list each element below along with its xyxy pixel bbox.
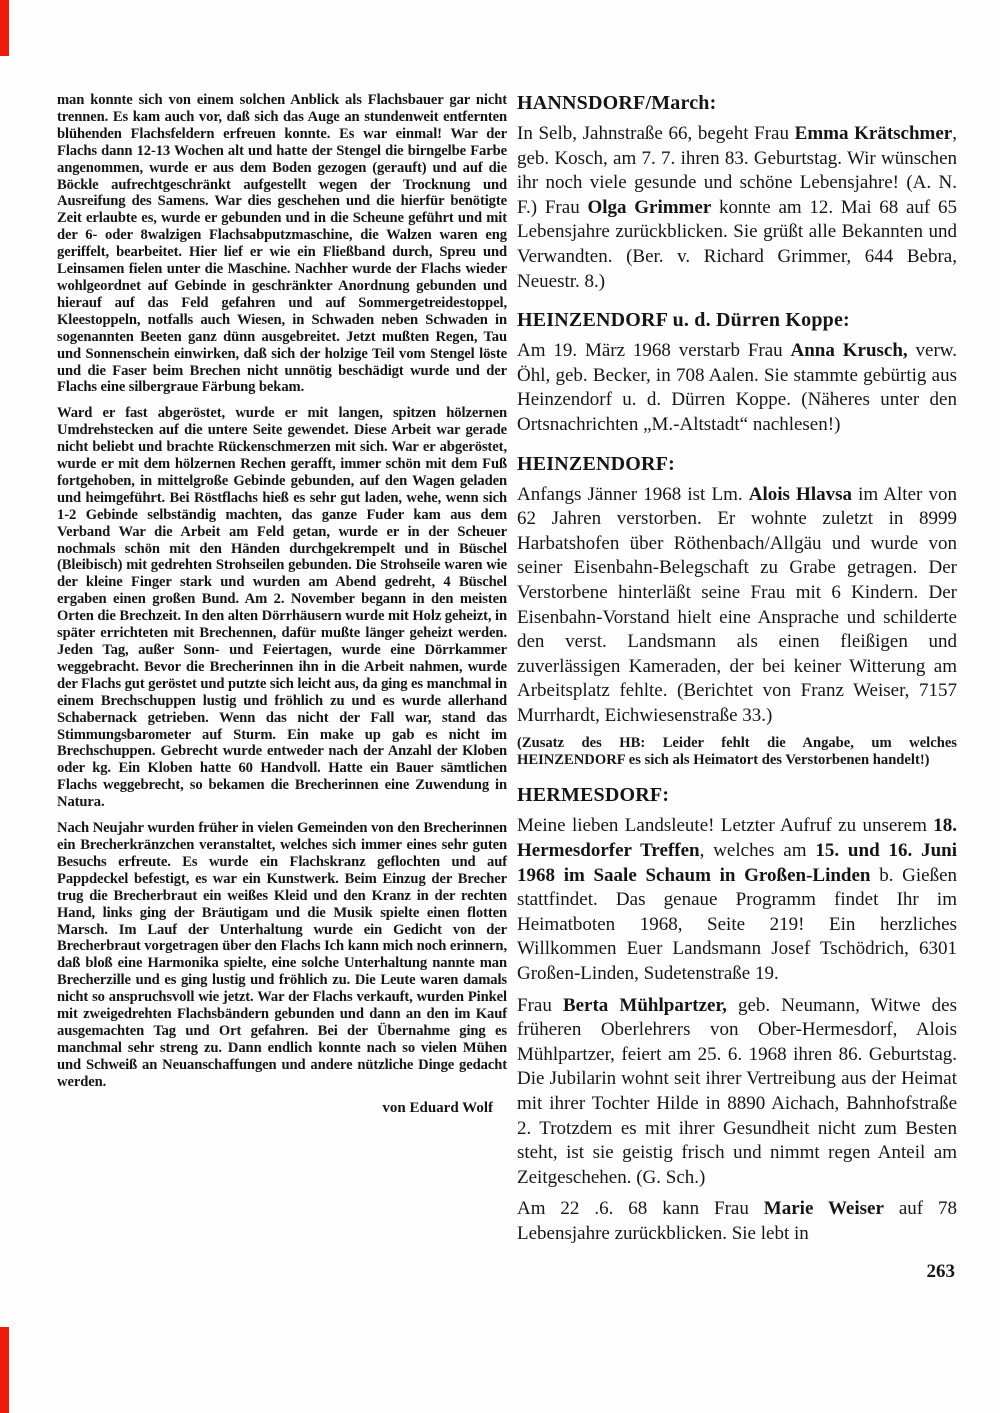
text-run: In Selb, Jahnstraße 66, begeht Frau xyxy=(517,123,795,144)
paragraph xyxy=(517,339,957,437)
paragraph: Ward er fast abgeröstet, wurde er mit langen, spitzen hölzernen Umdrehstecken auf die untere Seite gewendet. Diese Arbeit war gerade nicht beliebt und brachte Rückenschmerzen mit sich. War er abgeröstet, wurde er mit dem hölzernen Rechen gerafft, immer schön mit dem Fuß fortgehoben, in mittelgroße Gebinde gebunden, auf den Wagen geladen und heimgeführt. Bei Röstflachs hieß es sehr gut laden, wehe, wenn sich 1-2 Gebinde selbständig machten, das ganze Fuder kam aus dem Verband War die Arbeit am Feld getan, wurde er in der Scheuer nochmals schön mit den Händen durchgekrempelt und in Büschel (Bleibisch) mit gedrehten Strohseilen gebunden. Die Strohseile waren wie der kleine Finger stark und wurden am Abend gedreht, 4 Büschel ergaben einen großen Bund. Am 2. November begann in den meisten Orten die Brechzeit. In den alten Dörrhäusern wurde mit Holz geheizt, in später errichteten mit Brechennen, dafür mußte länger geheizt werden. Jeden Tag, außer Sonn- und Feiertagen, wurde eine Dörrkammer weggebracht. Bevor die Brecherinnen ihn in die Arbeit nahmen, wurde der Flachs gut geröstet und putzte sich leicht aus, da ging es manchmal in einem Brechschuppen lustig und fröhlich zu und es wurde allerhand Schabernack getrieben. Wenn das nicht der Fall war, stand das Stimmungsbarometer auf Sturm. Ein make up gab es nicht im Brechschuppen. Gebrecht wurde entweder nach der Anzahl der Kloben oder kg. Ein Kloben hatte 60 Handvoll. Hatte ein Bauer sämtlichen Flachs weggebrecht, so bekamen die Brecherinnen eine Zuwendung in Natura. xyxy=(57,405,507,811)
red-scan-mark-top xyxy=(0,0,9,56)
right-column-content xyxy=(517,92,957,1247)
emphasized-name: Anna Krusch, xyxy=(790,340,908,362)
emphasized-name: Berta Mühlpartzer, xyxy=(562,994,727,1016)
text-run: Anfangs Jänner 1968 ist Lm. xyxy=(517,483,749,505)
text-run: (Zusatz des HB: Leider fehlt die Angabe, um welches HEINZENDORF es sich als Heimatort des Verstorbenen handelt!) xyxy=(517,735,957,769)
text-run: b. Gießen stattfindet. Das genaue Programm findet Ihr im Heimatboten 1968, Seite 219! Ein herzliches Willkommen Euer Landsmann Josef Tschödrich, 6301 Großen-Linden, Sudetenstraße 19. xyxy=(517,864,957,985)
text-run: , welches am xyxy=(699,840,816,862)
section-heading: HERMESDORF: xyxy=(517,784,670,807)
article-byline: von Eduard Wolf xyxy=(382,1099,493,1116)
emphasized-name: 18. Hermesdorfer Treffen xyxy=(517,815,957,862)
text-run: , geb. Kosch, am 7. 7. ihren 83. Geburtstag. Wir wünschen ihr noch viele gesunde und schöne Lebensjahre! (A. N. F.) Frau xyxy=(517,123,957,218)
text-run: auf 78 Lebensjahre zurückblicken. Sie lebt in xyxy=(517,1198,957,1244)
text-run: Frau xyxy=(517,994,563,1016)
left-column-text xyxy=(57,92,507,1091)
text-run: Am 19. März 1968 verstarb Frau xyxy=(517,340,791,362)
paragraph xyxy=(517,122,957,294)
paragraph xyxy=(517,1197,957,1246)
emphasized-name: 15. und 16. Juni 1968 im Saale Schaum in Großen-Linden xyxy=(517,840,957,886)
left-column xyxy=(57,92,507,1117)
text-run: im Alter von 62 Jahren verstorben. Er wohnte zuletzt in 8999 Harbatshofen über Röthenbach/Allgäu und wurde von seiner Eisenbahn-Belegschaft zu Grabe getragen. Der Verstorbene hinterläßt seine Frau mit 6 Kindern. Der Eisenbahn-Vorstand hielt eine Ansprache und schilderte den verst. Landsmann als einen fleißigen und zuverlässigen Kameraden, der bei keiner Witterung am Arbeitsplatz fehlte. (Berichtet von Franz Weiser, 7157 Murrhardt, Eichwiesenstraße 33.) xyxy=(517,483,957,726)
paragraph xyxy=(517,483,957,729)
page-number: 263 xyxy=(926,1260,955,1282)
paragraph xyxy=(517,814,957,986)
red-scan-mark-bottom xyxy=(0,1327,9,1413)
section-heading: HEINZENDORF u. d. Dürren Koppe: xyxy=(517,309,850,332)
right-column xyxy=(517,92,957,1283)
emphasized-name: Emma Krätschmer xyxy=(794,123,953,144)
paragraph: man konnte sich von einem solchen Anblick als Flachsbauer gar nicht trennen. Es kam auch vor, daß sich das Auge an stundenweit entfernten blühenden Flachsfeldern erfreuen konnte. Es war einmal! War der Flachs dann 12-13 Wochen alt und hatte der Stengel die birngelbe Farbe angenommen, wurde er aus dem Boden gezogen (gerauft) und auf die Böckle aufrechtgeschränkt aufgestellt wegen der Trocknung und Ausreifung des Samens. War dies geschehen und die hierfür benötigte Zeit erlaubte es, wurde er gebunden und in die Scheune geführt und mit der 6- oder 8walzigen Flachsabputzmaschine, die Walzen waren eng geriffelt, bearbeitet. Hier lief er wie ein Fließband durch, Spreu und Leinsamen fielen unter die Maschine. Nachher wurde der Flachs wieder wohlgeordnet auf Gebinde in geschränkter Anordnung gebunden und hierauf auf das Feld gefahren und auf Sommergetreidestoppel, Kleestoppeln, notfalls auch Wiesen, in Schwaden neben Schwaden in sogenannten Beeten ganz dünn ausgebreitet. Jetzt mußten Regen, Tau und Sonnenschein einwirken, daß sich der holzige Teil vom Stengel löste und die Faser beim Brechen nicht unnötig beschädigt wurde und der Flachs eine silbergraue Färbung bekam. xyxy=(57,92,507,396)
section-heading: HEINZENDORF: xyxy=(517,452,675,475)
text-run: verw. Öhl, geb. Becker, in 708 Aalen. Sie stammte gebürtig aus Heinzendorf u. d. Dürren Koppe. (Näheres unter den Ortsnachrichten „M.-Altstadt“ nachlesen!) xyxy=(517,340,958,435)
paragraph: Nach Neujahr wurden früher in vielen Gemeinden von den Brecherinnen ein Brecherkränzchen veranstaltet, welches sich immer eines sehr guten Besuchs erfreute. Es wurde ein Flachskranz geflochten und auf Pappdeckel befestigt, es war ein Kunstwerk. Beim Einzug der Brecher trug die Brecherbraut ein weißes Kleid und den Kranz in der rechten Hand, links ging der Bräutigam und die Musik spielte einen flotten Marsch. Im Lauf der Unterhaltung wurde ein Gedicht von der Brecherbraut vorgetragen über den Flachs Ich kann mich noch erinnern, daß bloß eine Harmonika spielte, eine solche Unterhaltung nannte man Brecherzille und es ging lustig und fröhlich zu. Die Leute waren damals nicht so anspruchsvoll wie jetzt. War der Flachs verkauft, wurden Pinkel mit zweigedrehten Flachsbändern gebunden und dann an den im Kauf ausgemachten Tag und Ort gefahren. Bei der Übernahme ging es manchmal sehr streng zu. Dann endlich konnte nach so vielen Mühen und Schweiß an Neuanschaffungen und andere nützliche Dinge gedacht werden. xyxy=(57,820,507,1090)
editor-note xyxy=(517,735,957,769)
paragraph xyxy=(517,994,957,1191)
emphasized-name: Olga Grimmer xyxy=(587,196,712,218)
text-run: Meine lieben Landsleute! Letzter Aufruf zu unserem xyxy=(517,815,934,837)
emphasized-name: Marie Weiser xyxy=(763,1198,884,1220)
text-run: Am 22 .6. 68 kann Frau xyxy=(517,1198,764,1220)
emphasized-name: Alois Hlavsa xyxy=(748,483,853,505)
text-run: geb. Neumann, Witwe des früheren Oberlehrers von Ober-Hermesdorf, Alois Mühlpartzer, feiert am 25. 6. 1968 ihren 86. Geburtstag. Die Jubilarin wohnt seit ihrer Vertreibung aus der Heimat mit ihrer Tochter Hilde in 8890 Aichach, Bahnhofstraße 2. Trotzdem es mit ihrer Gesundheit nicht zum Besten steht, ist sie geistig frisch und nimmt regen Anteil am Zeitgeschehen. (G. Sch.) xyxy=(517,994,957,1188)
text-run: konnte am 12. Mai 68 auf 65 Lebensjahre zurückblicken. Sie grüßt alle Bekannten und Verwandten. (Ber. v. Richard Grimmer, 644 Bebra, Neuestr. 8.) xyxy=(517,196,957,292)
section-heading: HANNSDORF/March: xyxy=(517,92,717,114)
